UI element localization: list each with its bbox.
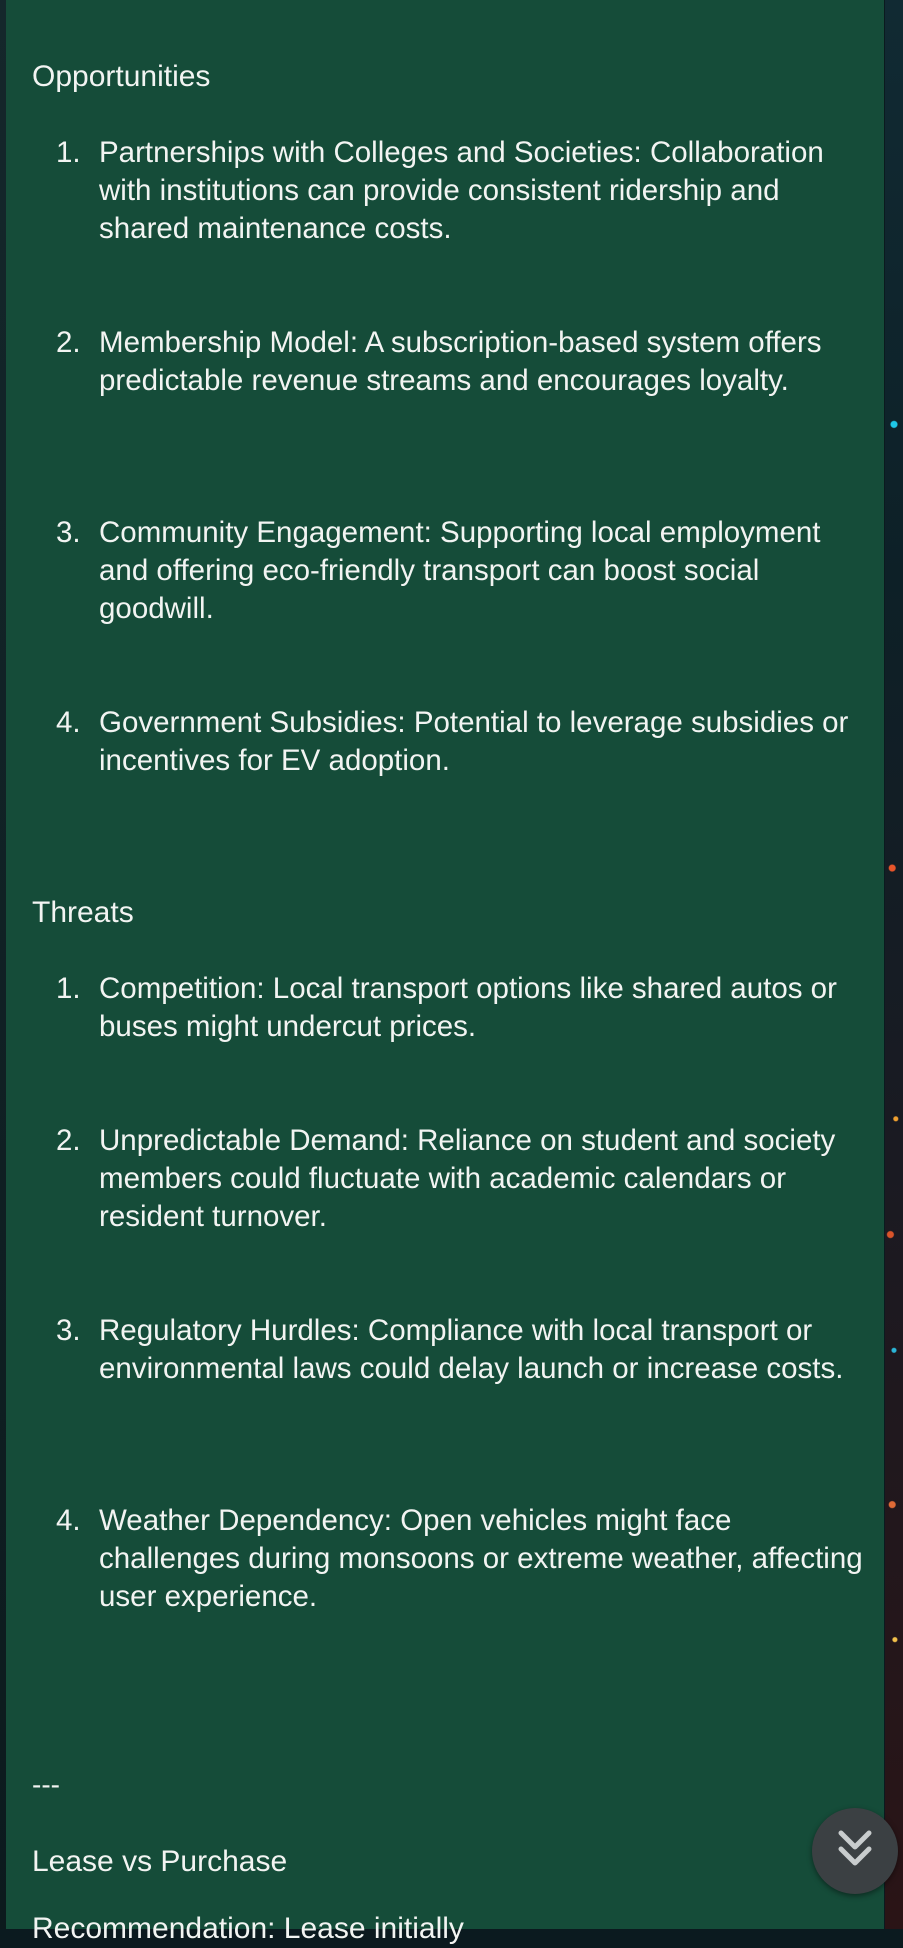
threat-item-4 (56, 1502, 871, 1616)
partial-text-line: Recommendation: Lease initially (32, 1912, 464, 1945)
opportunity-item-2 (56, 324, 871, 400)
lease-vs-purchase-heading: Lease vs Purchase (32, 1845, 288, 1878)
list-number: 3. (56, 516, 81, 549)
list-item-text: Government Subsidies: Potential to leverage subsidies or incentives for EV adoption. (99, 706, 849, 777)
list-item-text: Weather Dependency: Open vehicles might face challenges during monsoons or extreme weather, affecting user experience. (99, 1504, 863, 1613)
list-item-text: Community Engagement: Supporting local employment and offering eco-friendly transport can boost social goodwill. (99, 516, 821, 625)
list-item-text: Unpredictable Demand: Reliance on student and society members could fluctuate with academic calendars or resident turnover. (99, 1124, 836, 1233)
list-number: 3. (56, 1314, 81, 1347)
list-item-text: Partnerships with Colleges and Societies: Collaboration with institutions can provide consistent ridership and shared maintenance costs. (99, 136, 824, 245)
list-item-text: Membership Model: A subscription-based system offers predictable revenue streams and encourages loyalty. (99, 326, 822, 397)
section-separator: --- (32, 1769, 60, 1800)
opportunity-item-1 (56, 134, 871, 248)
list-number: 1. (56, 972, 81, 1005)
wallpaper-background (885, 0, 903, 1929)
list-item-text: Competition: Local transport options like shared autos or buses might undercut prices. (99, 972, 837, 1043)
scroll-to-bottom-button[interactable] (812, 1808, 898, 1894)
threat-item-2 (56, 1122, 871, 1236)
list-number: 4. (56, 706, 81, 739)
chat-message-panel (6, 0, 884, 1945)
threat-item-3 (56, 1312, 871, 1388)
list-number: 4. (56, 1504, 81, 1537)
opportunity-item-4 (56, 704, 871, 780)
opportunities-heading: Opportunities (32, 60, 211, 93)
threats-heading: Threats (32, 896, 134, 929)
list-number: 2. (56, 1124, 81, 1157)
list-number: 2. (56, 326, 81, 359)
double-chevron-down-icon (835, 1827, 875, 1876)
list-number: 1. (56, 136, 81, 169)
threat-item-1 (56, 970, 871, 1046)
opportunity-item-3 (56, 514, 871, 628)
list-item-text: Regulatory Hurdles: Compliance with local transport or environmental laws could delay launch or increase costs. (99, 1314, 844, 1385)
